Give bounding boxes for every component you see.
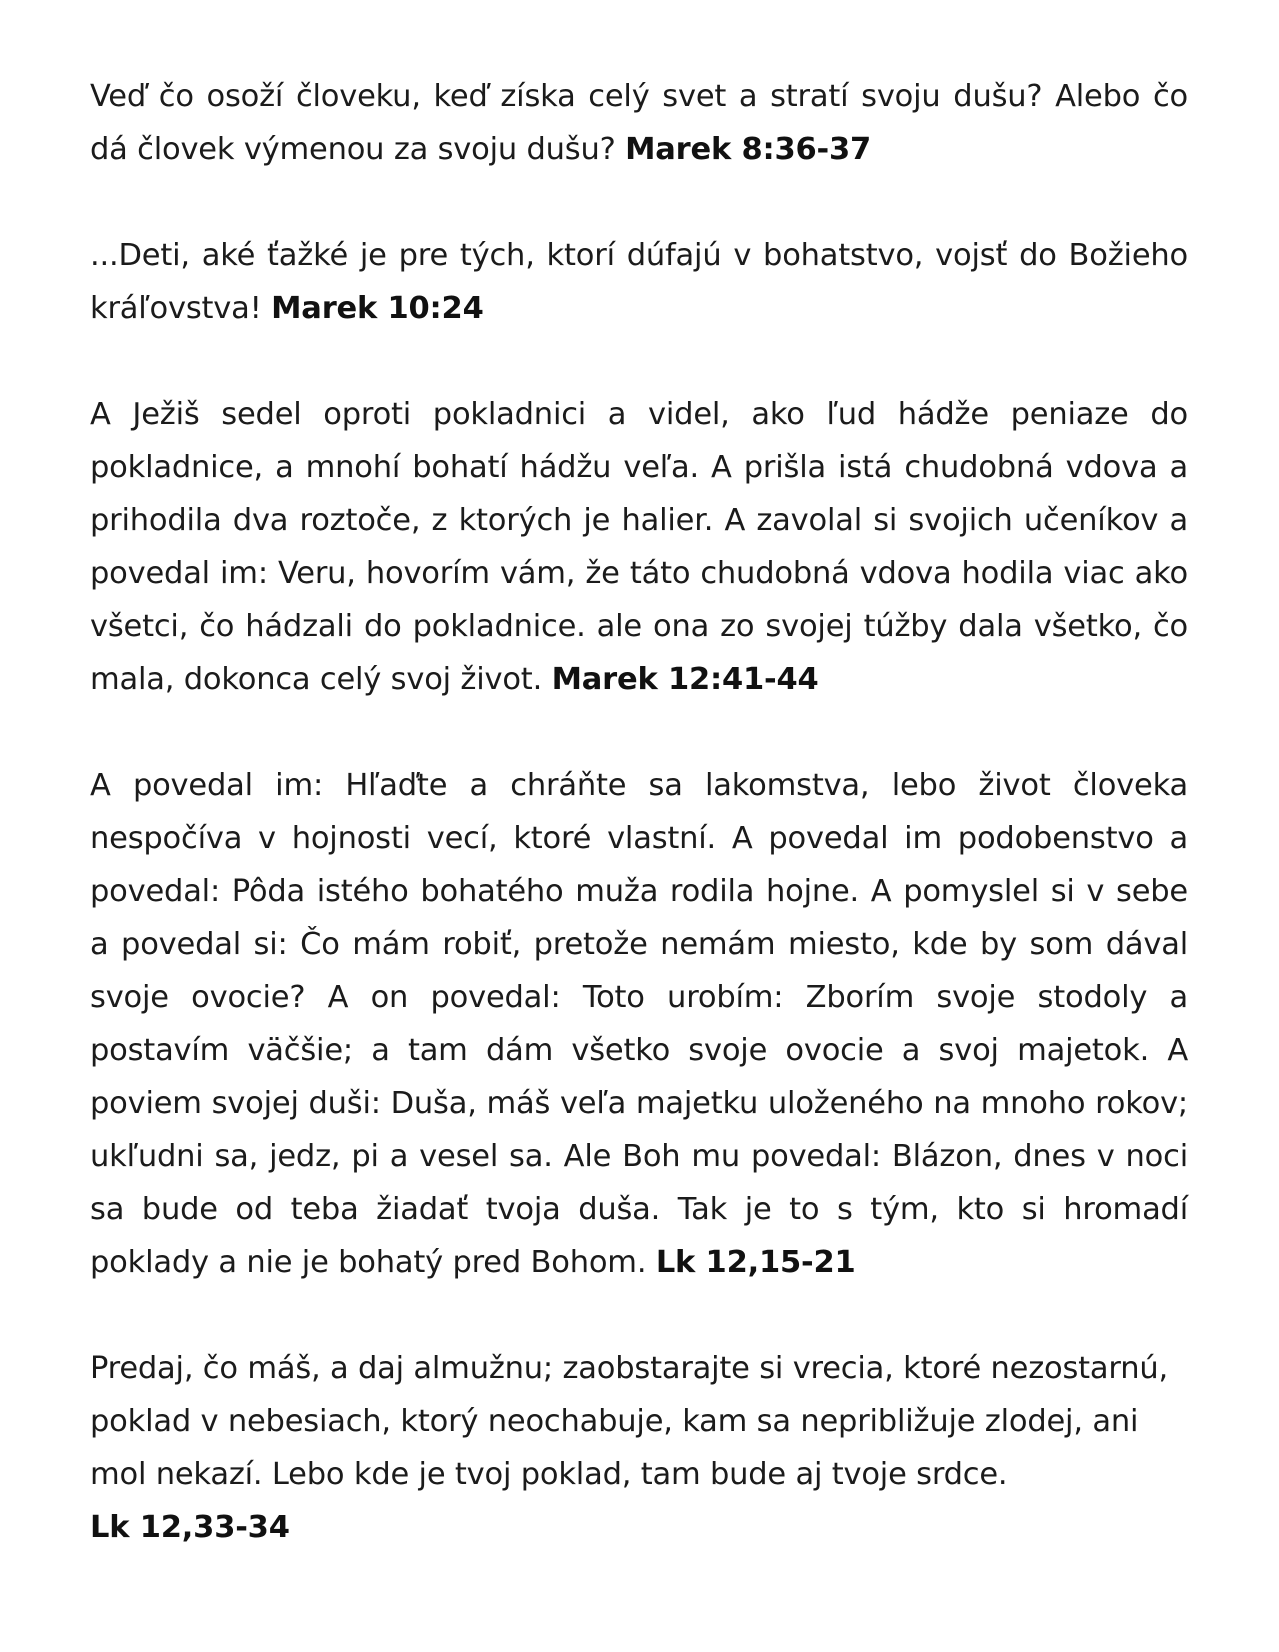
verse-text: Predaj, čo máš, a daj almužnu; zaobstarajte si vrecia, ktoré nezostarnú, poklad v nebesiach, ktorý neochabuje, kam sa nepribližuje zlodej, ani mol nekazí. Lebo kde je tvoj poklad, tam bude aj tvoje srdce.	[90, 1351, 1168, 1492]
verse-paragraph	[90, 388, 1188, 706]
document-page	[90, 70, 1188, 1554]
verse-paragraph	[90, 70, 1188, 176]
verse-paragraph	[90, 229, 1188, 335]
verse-text: A povedal im: Hľaďte a chráňte sa lakomstva, lebo život človeka nespočíva v hojnosti vecí, ktoré vlastní. A povedal im podobenstvo a povedal: Pôda istého bohatého muža rodila hojne. A pomyslel si v sebe a povedal si: Čo mám robiť, pretože nemám miesto, kde by som dával svoje ovocie? A on povedal: Toto urobím: Zborím svoje stodoly a postavím väčšie; a tam dám všetko svoje ovocie a svoj majetok. A poviem svojej duši: Duša, máš veľa majetku uloženého na mnoho rokov; ukľudni sa, jedz, pi a vesel sa. Ale Boh mu povedal: Blázon, dnes v noci sa bude od teba žiadať tvoja duša. Tak je to s tým, kto si hromadí poklady a nie je bohatý pred Bohom.	[90, 768, 1188, 1280]
verse-paragraph	[90, 1342, 1188, 1554]
verse-reference: Marek 10:24	[271, 291, 484, 326]
verse-reference: Marek 12:41-44	[551, 662, 819, 697]
verse-text: ...Deti, aké ťažké je pre tých, ktorí dúfajú v bohatstvo, vojsť do Božieho kráľovstva!	[90, 238, 1188, 326]
verse-paragraph	[90, 759, 1188, 1289]
verse-text: Veď čo osoží človeku, keď získa celý svet a stratí svoju dušu? Alebo čo dá človek výmenou za svoju dušu?	[90, 79, 1188, 167]
verse-reference: Lk 12,33-34	[90, 1510, 290, 1545]
verse-reference: Marek 8:36-37	[625, 132, 872, 167]
verse-text: A Ježiš sedel oproti pokladnici a videl, ako ľud hádže peniaze do pokladnice, a mnohí bohatí hádžu veľa. A prišla istá chudobná vdova a prihodila dva roztoče, z ktorých je halier. A zavolal si svojich učeníkov a povedal im: Veru, hovorím vám, že táto chudobná vdova hodila viac ako všetci, čo hádzali do pokladnice. ale ona zo svojej túžby dala všetko, čo mala, dokonca celý svoj život.	[90, 397, 1188, 697]
verse-reference: Lk 12,15-21	[655, 1245, 856, 1280]
